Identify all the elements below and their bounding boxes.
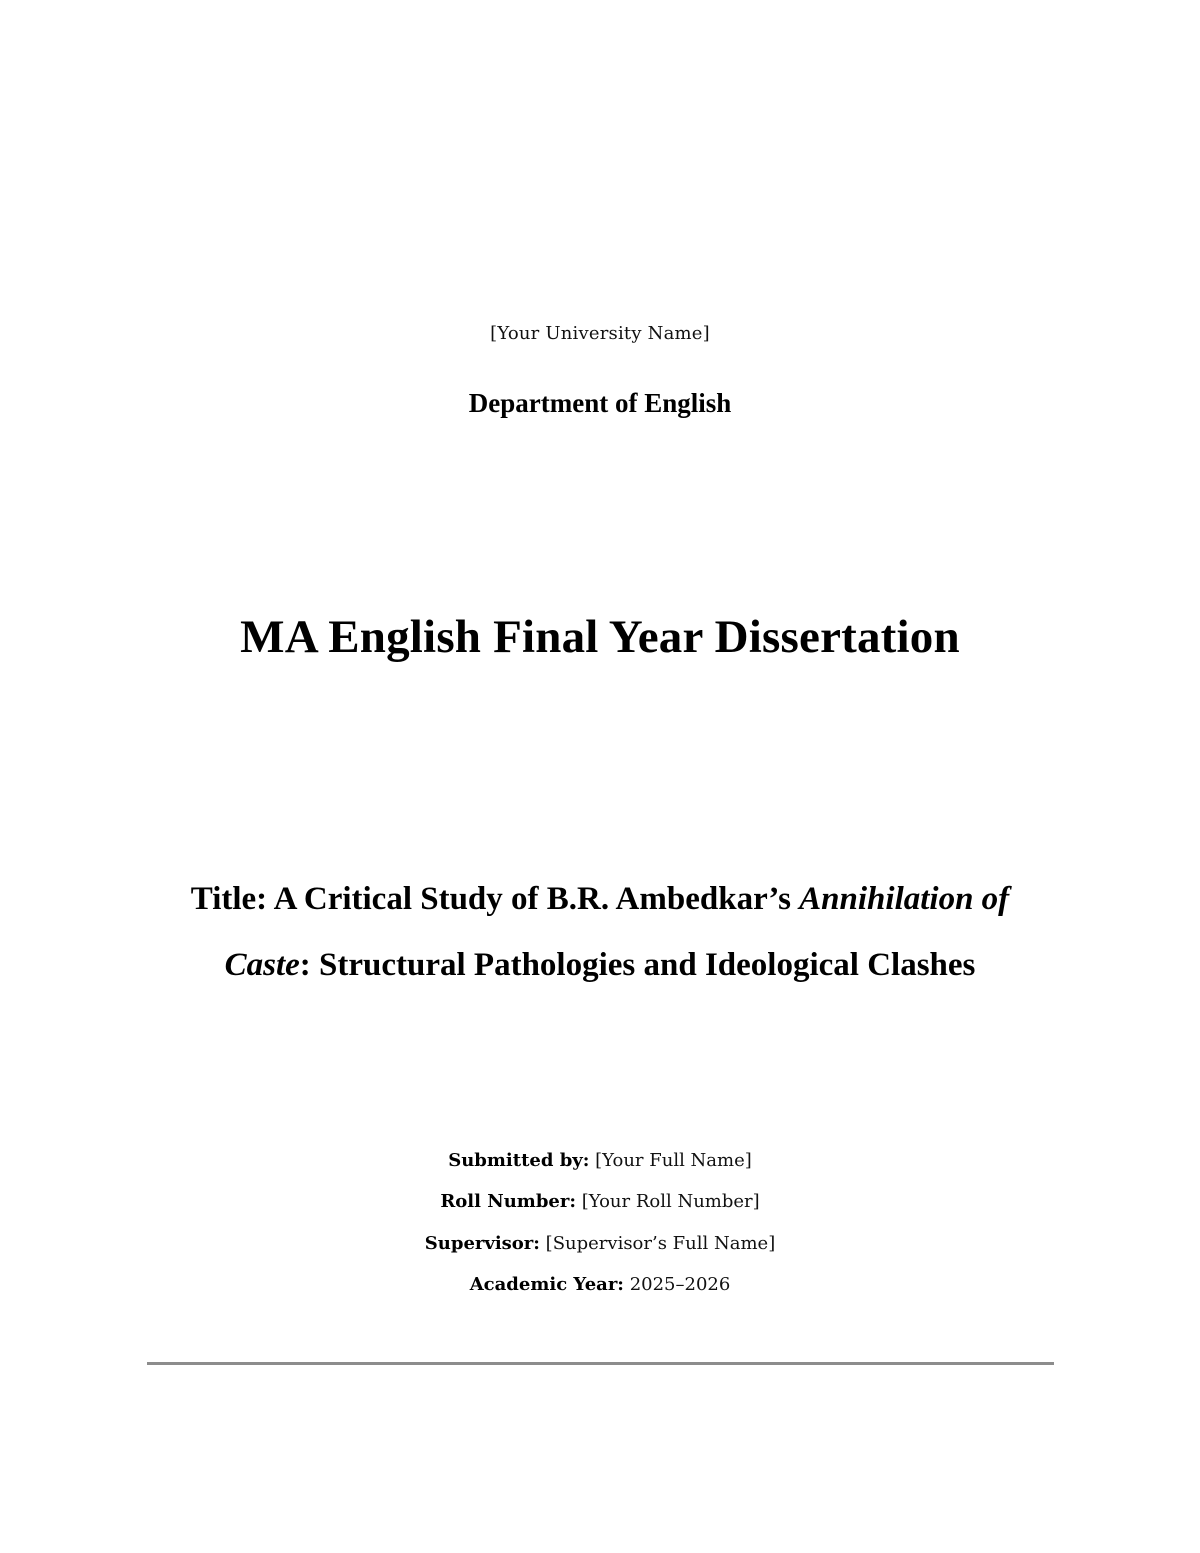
supervisor-value: [Supervisor’s Full Name]	[545, 1233, 776, 1254]
submitted-by-label: Submitted by:	[448, 1150, 590, 1171]
dissertation-heading: MA English Final Year Dissertation	[240, 611, 960, 663]
submitted-by-value: [Your Full Name]	[595, 1150, 752, 1171]
submitted-by-line	[0, 1148, 1200, 1174]
roll-number-value: [Your Roll Number]	[581, 1191, 760, 1212]
thesis-title-work-line2: Caste	[224, 947, 300, 983]
academic-year-line	[0, 1272, 1200, 1298]
roll-number-line	[0, 1189, 1200, 1215]
thesis-title	[0, 866, 1200, 998]
thesis-title-work-line1: Annihilation of	[799, 881, 1010, 917]
academic-year-value: 2025–2026	[629, 1274, 731, 1295]
department-name: Department of English	[468, 388, 732, 418]
academic-year-label: Academic Year:	[469, 1274, 624, 1295]
supervisor-label: Supervisor:	[424, 1233, 540, 1254]
supervisor-line	[0, 1231, 1200, 1257]
thesis-title-prefix: Title: A Critical Study of B.R. Ambedkar’s	[190, 881, 800, 917]
thesis-title-suffix: : Structural Pathologies and Ideological Clashes	[299, 947, 976, 983]
university-name: [Your University Name]	[490, 323, 710, 344]
roll-number-label: Roll Number:	[440, 1191, 576, 1212]
bottom-divider	[147, 1362, 1054, 1365]
